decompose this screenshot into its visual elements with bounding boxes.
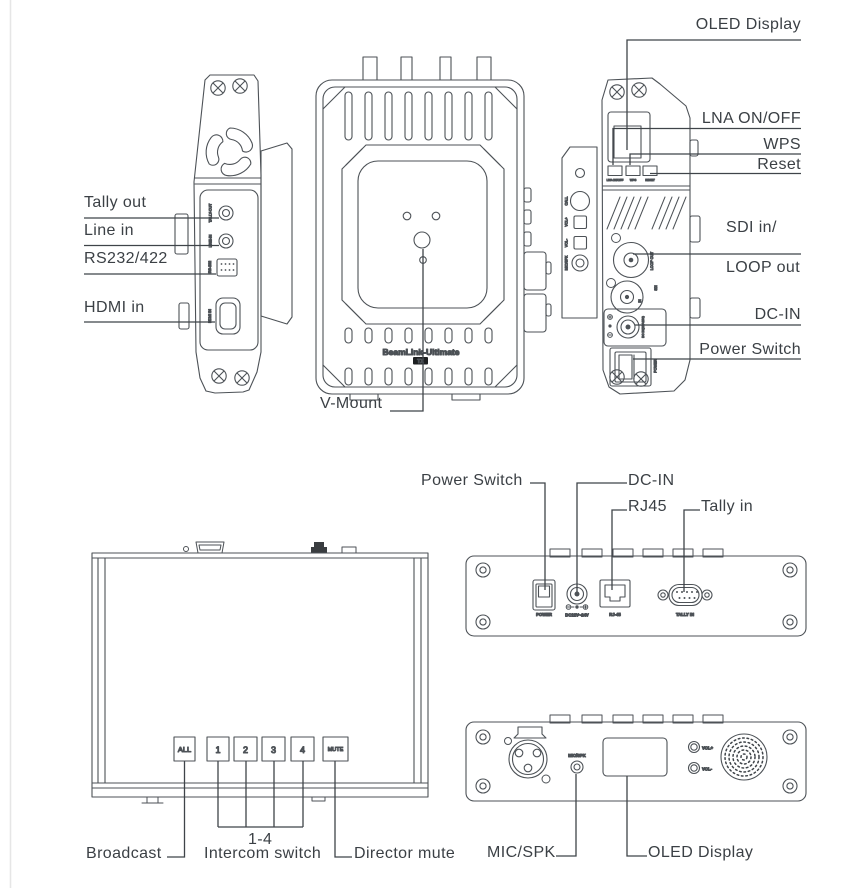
callout-rs232-422: RS232/422: [84, 250, 168, 267]
tx-left-side-view: [175, 75, 292, 393]
callout-sdi-in: SDI in/: [726, 219, 777, 236]
panel-screw-icon: [476, 730, 490, 744]
port-label-loop-out: LOOP OUT: [650, 251, 654, 271]
brand-text: BeamLink-Ultimate: [382, 347, 460, 357]
tx-rear-strip-view: [562, 147, 597, 318]
port-label-vol-minus: VOL-: [702, 766, 713, 772]
bnc-sdi-in: [607, 279, 644, 314]
screw-icon: [632, 83, 646, 97]
rear-tally-in-db9: [658, 585, 712, 618]
callout-dc-in-top: DC-IN: [754, 306, 801, 323]
rx-front-panel-view: [466, 715, 806, 801]
port-label-vol-plus: VOL+: [702, 745, 714, 751]
port-label-dc-in: DC IN(10V-28V): [641, 316, 645, 338]
hdmi-port: [216, 298, 240, 334]
vent-hatching: [607, 197, 686, 229]
callout-range-1-4: 1-4: [248, 831, 273, 848]
port-label-reset: RESET: [645, 178, 655, 182]
screw-icon: [610, 85, 624, 99]
panel-screw-icon: [476, 615, 490, 629]
screw-icon: [235, 371, 249, 385]
callout-intercom-switch: Intercom switch: [204, 845, 322, 862]
button-3-label: 3: [270, 745, 277, 755]
callout-lna-on-off: LNA ON/OFF: [701, 110, 801, 127]
xlr-connector: [505, 727, 551, 783]
dc-polarity-icon: [566, 605, 588, 610]
leader-lines: [84, 40, 801, 857]
tx-front-view: [316, 57, 551, 400]
callout-hdmi-in: HDMI in: [84, 299, 145, 316]
button-all-label: ALL: [177, 745, 192, 754]
callout-director-mute: Director mute: [354, 845, 456, 862]
dc-polarity-icon: [608, 315, 613, 338]
callout-line-in: Line in: [84, 222, 134, 239]
port-label-vol-plus: VOL+: [564, 217, 569, 227]
rs232-connector: [217, 259, 237, 276]
tx-badge: [413, 357, 428, 365]
vol-minus-button: [689, 763, 713, 774]
call-button: [571, 192, 590, 211]
port-label-tally-out: TALLY-OUT: [208, 203, 213, 223]
bnc-loop-out: [612, 234, 649, 278]
rear-power-switch: [533, 580, 555, 617]
screw-icon: [212, 369, 226, 383]
callout-power-switch-rear: Power Switch: [421, 472, 523, 489]
button-1-label: 1: [215, 745, 221, 755]
callout-wps: WPS: [763, 136, 801, 153]
panel-screw-icon: [783, 779, 797, 793]
port-label-in: IN: [638, 299, 642, 303]
panel-screw-icon: [476, 563, 490, 577]
callout-loop-out: LOOP out: [726, 259, 801, 276]
dc-in-jack: [604, 309, 666, 346]
speaker-grille: [721, 734, 767, 780]
port-label-mic-spk: MIC/SPK: [564, 255, 569, 271]
port-label-power: POWER: [653, 359, 658, 373]
port-label-sdi: SDI: [654, 285, 658, 291]
button-4-label: 4: [299, 745, 306, 755]
dsub-top-connector: [196, 542, 224, 553]
callout-oled-display-top: OLED Display: [695, 16, 801, 33]
rx-rear-panel-view: [466, 549, 806, 636]
panel-screw-icon: [783, 730, 797, 744]
callout-power-switch-top: Power Switch: [699, 341, 801, 358]
vol-plus-button: [689, 742, 714, 753]
panel-screw-icon: [783, 563, 797, 577]
lna-button: [608, 166, 622, 176]
vol-plus-button: [574, 216, 587, 229]
port-label-tally-in: TALLY IN: [675, 612, 695, 617]
screw-icon: [233, 79, 247, 93]
callout-tally-in: Tally in: [701, 498, 754, 515]
port-label-hdmi-in: HDMI IN: [208, 309, 212, 323]
port-label-rs232: RS-232: [208, 260, 212, 274]
vol-minus-button: [574, 237, 587, 250]
svg-text:TX: TX: [417, 359, 424, 365]
port-label-vol-minus: VOL-: [564, 238, 569, 248]
front-oled-display: [603, 738, 667, 776]
mic-spk-jack: [572, 255, 588, 271]
port-label-lna: LNA ON/OFF: [606, 178, 624, 182]
port-label-dc: DC12V~24V: [565, 612, 589, 618]
port-label-power: POWER: [536, 612, 552, 617]
intercom-buttons: [174, 737, 348, 761]
antenna-knob: [311, 542, 327, 553]
button-mute-label: MUTE: [327, 747, 344, 753]
intercom-box-view: [92, 542, 428, 803]
callout-v-mount: V-Mount: [320, 395, 383, 412]
rear-rj45-port: [600, 580, 630, 617]
port-label-line-in: LINE-IN: [208, 234, 213, 248]
callout-dc-in-rear: DC-IN: [628, 472, 675, 489]
tx-right-side-view: [602, 78, 700, 394]
port-label-call: CALL: [564, 196, 569, 206]
led-hole: [576, 169, 585, 178]
wps-button: [626, 166, 640, 176]
top-heatsink-fins: [345, 92, 492, 140]
fan-icon: [198, 128, 253, 183]
line-in-jack: [219, 234, 233, 248]
panel-screw-icon: [476, 779, 490, 793]
panel-screw-icon: [783, 615, 797, 629]
tally-out-jack: [219, 206, 233, 220]
callout-oled-display-bottom: OLED Display: [648, 844, 754, 861]
callout-reset: Reset: [757, 156, 801, 173]
callout-mic-spk: MIC/SPK: [487, 844, 556, 861]
screw-icon: [211, 81, 225, 95]
port-label-wps: WPS: [629, 178, 637, 182]
callout-rj45: RJ45: [628, 498, 667, 515]
front-mic-spk-jack: [568, 753, 585, 773]
callout-broadcast: Broadcast: [86, 845, 162, 862]
port-label-mic-spk: MIC/SPK: [568, 753, 586, 758]
button-2-label: 2: [242, 745, 249, 755]
callout-tally-out: Tally out: [84, 194, 147, 211]
port-label-rj45: RJ-45: [609, 612, 621, 617]
